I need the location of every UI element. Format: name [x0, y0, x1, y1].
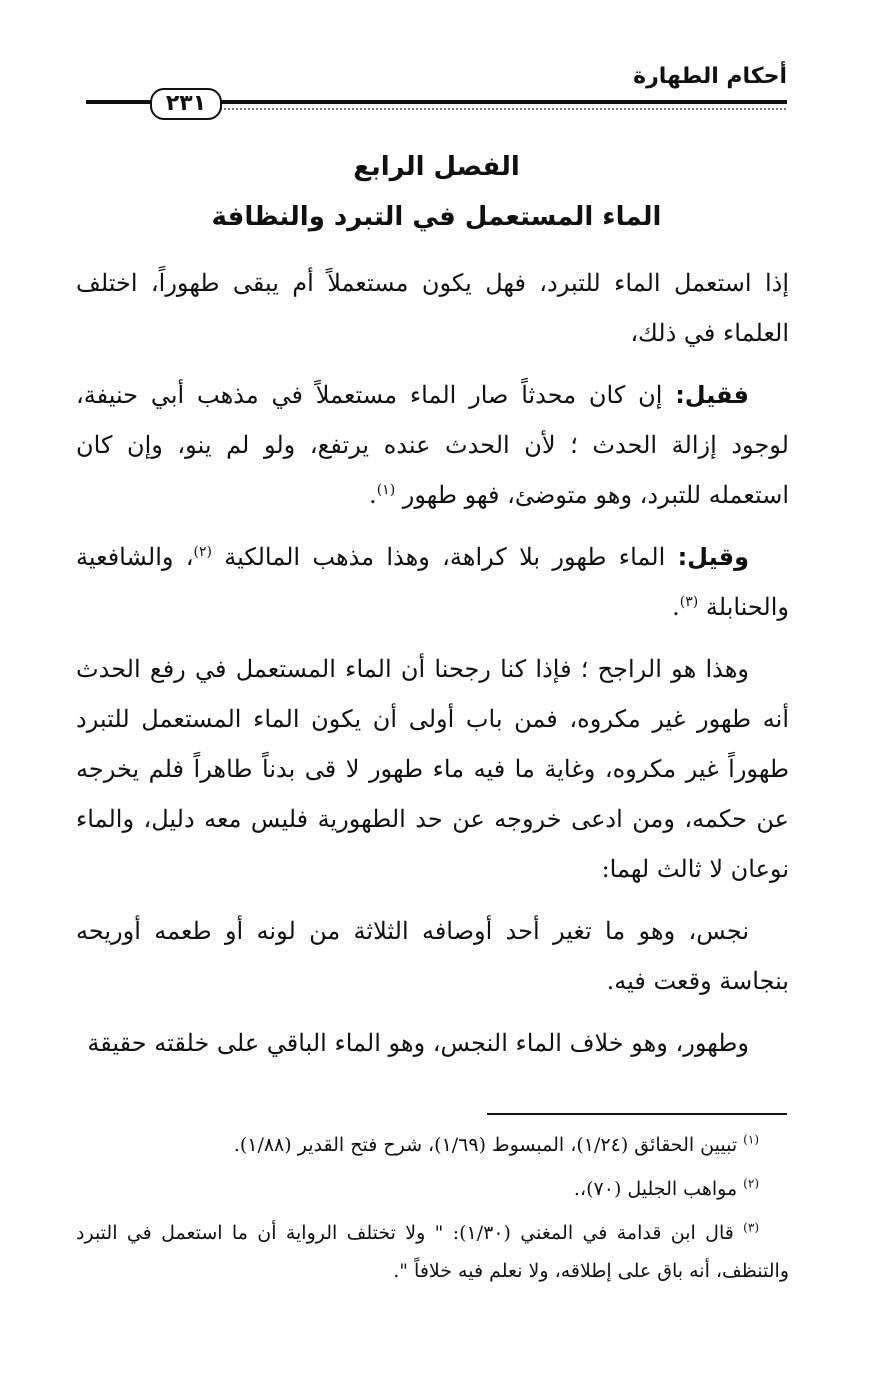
paragraph-lead: وقيل: — [677, 543, 750, 571]
footnote-3 — [76, 1214, 789, 1290]
paragraph-text: الماء طهور بلا كراهة، وهذا مذهب المالكية — [211, 543, 678, 571]
footnote-number: (١) — [743, 1132, 759, 1147]
paragraph-6: وطهور، وهو خلاف الماء النجس، وهو الماء الباقي على خلقته حقيقة — [87, 1029, 749, 1057]
footnote-2 — [76, 1170, 789, 1208]
body-text — [76, 258, 789, 1080]
paragraph-1: إذا استعمل الماء للتبرد، فهل يكون مستعملاً أم يبقى طهوراً، اختلف العلماء في ذلك، — [76, 269, 789, 347]
footnote-text: تبيين الحقائق (١/٢٤)، المبسوط (١/٦٩)، شرح فتح القدير (١/٨٨). — [233, 1134, 744, 1156]
paragraph-5: نجس، وهو ما تغير أحد أوصافه الثلاثة من لونه أو طعمه أوريحه بنجاسة وقعت فيه. — [76, 917, 789, 995]
paragraph-3: وقيل: الماء طهور بلا كراهة، وهذا مذهب المالكية $^{(٢)}$، والشافعية والحنابلة $^{(٣)}$. — [76, 543, 789, 621]
paragraph-text: ، والشافعية والحنابلة — [76, 543, 789, 621]
footnote-separator — [487, 1113, 787, 1115]
footnote-number: (٢) — [743, 1176, 759, 1191]
footnote-ref: (١) — [376, 482, 396, 498]
footnote-number: (٣) — [743, 1220, 759, 1235]
footnotes — [76, 1126, 789, 1296]
chapter-title: الفصل الرابع — [353, 152, 520, 182]
footnote-text: مواهب الجليل (٧٠)،. — [573, 1178, 744, 1200]
footnote-ref: (٣) — [679, 594, 699, 610]
footnote-1 — [76, 1126, 789, 1164]
running-title: أحكام الطهارة — [633, 64, 787, 89]
header-ornament-rule — [220, 108, 787, 110]
footnote-ref: (٢) — [193, 544, 212, 560]
paragraph-lead: فقيل: — [675, 381, 749, 409]
paragraph-2: فقيل: إن كان محدثاً صار الماء مستعملاً في مذهب أبي حنيفة، لوجود إزالة الحدث ؛ لأن الحدث عنده يرتفع، ولو لم ينو، وإن كان استعمله للتبرد، وهو متوضئ، فهو طهور $^{(١)}$. — [76, 381, 789, 509]
paragraph-text: إن كان محدثاً صار الماء مستعملاً في مذهب أبي حنيفة، لوجود إزالة الحدث ؛ لأن الحدث عنده يرتفع، ولو لم ينو، وإن كان استعمله للتبرد، وهو متوضئ، فهو طهور — [76, 381, 789, 509]
chapter-subtitle: الماء المستعمل في التبرد والنظافة — [211, 202, 662, 232]
paragraph-4: وهذا هو الراجح ؛ فإذا كنا رجحنا أن الماء المستعمل في رفع الحدث أنه طهور غير مكروه، فمن باب أولى أن يكون الماء المستعمل للتبرد طهوراً غير مكروه، وغاية ما فيه ماء طهور لا قى بدناً طاهراً فلم يخرجه عن حكمه، ومن ادعى خروجه عن حد الطهورية فليس معه دليل، والماء نوعان لا ثالث لهما: — [76, 655, 789, 883]
footnote-text: قال ابن قدامة في المغني (١/٣٠): " ولا تختلف الرواية أن ما استعمل في التبرد والتنظف، أنه باق على إطلاقه، ولا نعلم فيه خلافاً ". — [76, 1222, 789, 1282]
page-number: ٢٣١ — [150, 88, 222, 120]
